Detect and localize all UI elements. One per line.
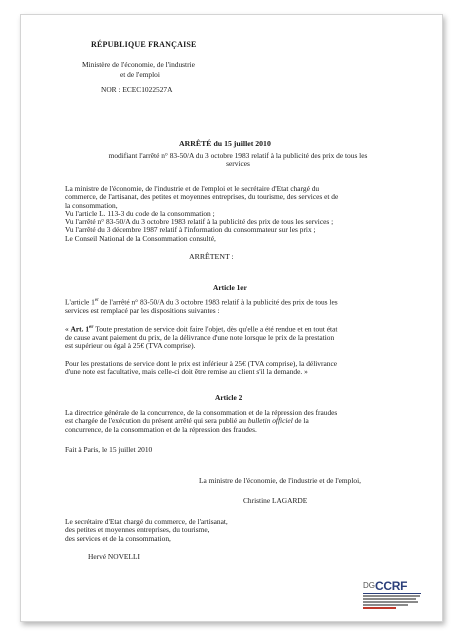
preamble-line: la consommation,: [65, 200, 118, 210]
quote-label: Art. 1: [70, 324, 90, 334]
article-2-line-3: concurrence, de la consommation et de la répression des fraudes.: [65, 424, 257, 434]
preamble-line: Vu l'arrêté du 3 décembre 1987 relatif à l'information du consommateur sur les prix ;: [65, 225, 316, 235]
decree-title: ARRÊTÉ du 15 juillet 2010: [179, 139, 271, 148]
ministry-line-1: Ministère de l'économie, de l'industrie: [82, 60, 195, 69]
article-2-text: [65, 409, 415, 434]
dgccrf-logo: [363, 579, 423, 615]
article-2-line-2-prefix: est chargée de l'exécution du présent arrêté qui sera publié au: [65, 416, 248, 426]
quote-line-1-rest: Toute prestation de service doit faire l'objet, dès qu'elle a été rendue et en tout état: [93, 324, 338, 334]
signatory-2-line-1: Le secrétaire d'Etat chargé du commerce, de l'artisanat,: [65, 517, 228, 526]
signatory-2-name: Hervé NOVELLI: [88, 552, 140, 561]
subtitle-line-2: services: [226, 159, 250, 169]
intro-sup: er: [94, 298, 99, 303]
article-1-heading: Article 1er: [213, 283, 247, 292]
intro-rest: de l'arrêté n° 83-50/A du 3 octobre 1983 relatif à la publicité des prix de tous les: [98, 297, 338, 307]
preamble-line: Vu l'article L. 113-3 du code de la consommation ;: [65, 208, 215, 218]
arretent-heading: ARRÊTENT :: [189, 252, 234, 261]
preamble-line: La ministre de l'économie, de l'industrie et de l'emploi et le secrétaire d'Etat chargé du: [65, 184, 320, 193]
ministry-line-2: et de l'emploi: [120, 70, 160, 79]
article-1-quote: [65, 324, 415, 350]
quote-open: «: [65, 324, 71, 334]
logo-tagline-lines: [363, 595, 423, 611]
para2-line-2: d'une note est facultative, mais celle-ci doit être remise au client s'il la demande. »: [65, 367, 308, 377]
article-2-line-1: La directrice générale de la concurrence, de la consommation et de la répression des fraudes: [65, 408, 338, 417]
signatory-2-line-3: des services et de la consommation,: [65, 533, 171, 543]
quote-line-3: est supérieur ou égal à 25€ (TVA comprise).: [65, 341, 196, 351]
subtitle-line-1: modifiant l'arrêté n° 83-50/A du 3 octobre 1983 relatif à la publicité des prix de tous les: [108, 151, 368, 160]
document-page: [20, 14, 443, 622]
para2-line-1: Pour les prestations de service dont le prix est inférieur à 25€ (TVA comprise), la délivrance: [65, 359, 338, 368]
article-1-intro: [65, 297, 415, 315]
article-1-paragraph-2: [65, 360, 415, 377]
logo-ccrf: CCRF: [375, 579, 408, 593]
decree-subtitle: [65, 152, 411, 169]
signatory-1-name: Christine LAGARDE: [243, 496, 308, 505]
article-2-line-2-suffix: de la: [292, 416, 309, 426]
place-and-date: Fait à Paris, le 15 juillet 2010: [65, 445, 153, 454]
logo-dg: DG: [363, 581, 375, 590]
nor-reference: NOR : ECEC1022527A: [101, 85, 173, 94]
signatory-2-title: [65, 518, 305, 543]
bulletin-officiel: bulletin officiel: [247, 416, 293, 426]
intro-prefix: L'article 1: [65, 297, 95, 307]
republic-heading: RÉPUBLIQUE FRANÇAISE: [91, 40, 197, 49]
preamble-line: Vu l'arrêté n° 83-50/A du 3 octobre 1983 relatif à la publicité des prix de tous les services ;: [65, 217, 334, 227]
preamble-line: commerce, de l'artisanat, des petites et moyennes entreprises, du tourisme, des services et de: [65, 192, 339, 202]
preamble: [65, 185, 415, 243]
signatory-1-title: La ministre de l'économie, de l'industrie et de l'emploi,: [199, 476, 362, 485]
intro-line-2: services est remplacé par les dispositions suivantes :: [65, 305, 220, 315]
quote-line-2: de cause avant paiement du prix, de la délivrance d'une note lorsque le prix de la prestation: [65, 332, 335, 342]
article-2-heading: Article 2: [215, 393, 243, 402]
logo-rule: [363, 593, 421, 594]
preamble-line: Le Conseil National de la Consommation consulté,: [65, 233, 216, 243]
signatory-2-line-2: des petites et moyennes entreprises, du tourisme,: [65, 525, 210, 535]
quote-sup: er: [89, 325, 94, 330]
